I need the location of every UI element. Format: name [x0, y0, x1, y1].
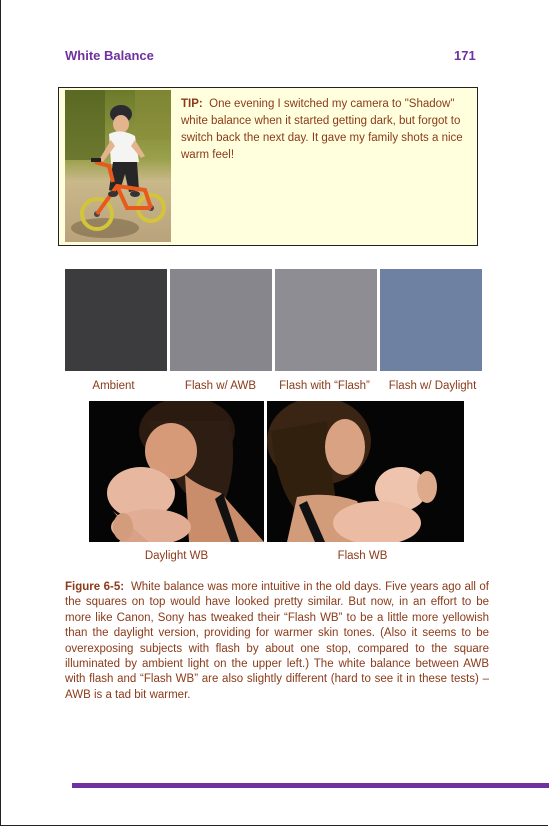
photo-caption-daylight-wb: Daylight WB — [144, 550, 209, 562]
tip-body: One evening I switched my camera to "Shadow" white balance when it started getting dark, but forgot to switch back the next day. It gave my family shots a nice warm feel! — [181, 98, 463, 161]
figure-label: Figure 6-5: — [65, 581, 125, 593]
swatch-flash-awb — [170, 269, 272, 371]
child-on-bike-photo — [65, 90, 171, 242]
figure-caption — [65, 580, 489, 703]
swatch-caption-flash-flash-wb: Flash with “Flash” — [279, 380, 370, 392]
section-title: White Balance — [65, 48, 154, 63]
swatch-caption-flash-awb: Flash w/ AWB — [184, 380, 257, 392]
photo-caption-flash-wb: Flash WB — [337, 550, 388, 562]
swatch-caption-flash-daylight: Flash w/ Daylight — [388, 380, 477, 392]
mother-baby-daylight-photo — [89, 401, 264, 542]
tip-label: TIP: — [181, 98, 203, 110]
swatch-ambient — [65, 269, 167, 371]
mother-baby-flash-photo — [267, 401, 464, 542]
footer-rule — [72, 783, 549, 788]
swatch-flash-flash-wb — [275, 269, 377, 371]
tip-box — [58, 87, 478, 246]
figure-caption-text: White balance was more intuitive in the old days. Five years ago all of the squares on top would have looked pretty similar. But now, in an effort to be more like Canon, Sony has tweaked their “Flash WB” to be a little more yellowish than the daylight version, providing for warmer skin tones. (Also it seems to be overexposing subjects with flash by about one stop, compared to the square illuminated by ambient light on the upper left.) The white balance between AWB with flash and “Flash WB” are also slightly different (hard to see it in these tests) – AWB is a tad bit warmer. — [65, 581, 490, 701]
swatch-flash-daylight — [380, 269, 482, 371]
swatch-caption-ambient: Ambient — [92, 380, 135, 392]
page-number: 171 — [454, 48, 476, 63]
tip-text-block — [181, 96, 466, 164]
